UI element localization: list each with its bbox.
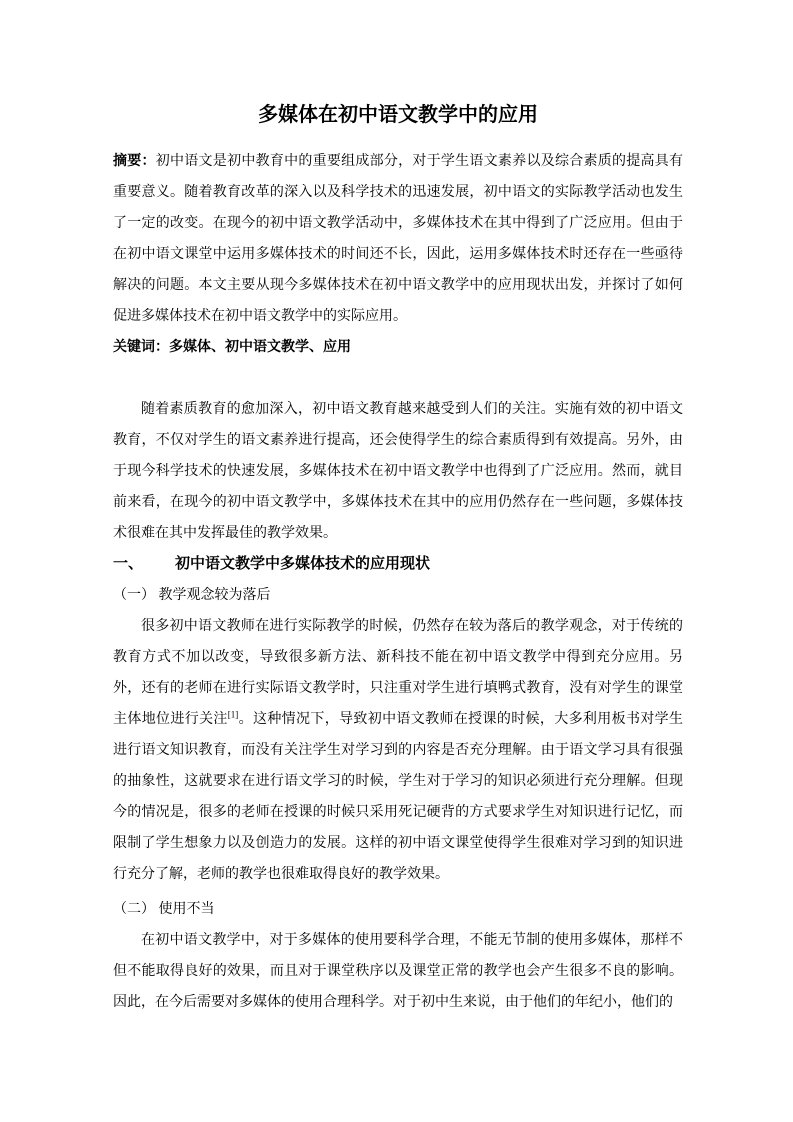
section-1-heading	[113, 549, 683, 580]
keywords-label: 关键词：	[113, 340, 169, 355]
abstract-paragraph	[113, 146, 683, 332]
paragraph-text-before-ref: 很多初中语文教师在进行实际教学的时候，仍然存在较为落后的教学观念，对于传统的教育方式不加以改变，导致很多新方法、新科技不能在初中语文教学中得到充分应用。另外，还有的老师在进行实际语文教学时，只注重对学生进行填鸭式教育，没有对学生的课堂主体地位进行关注	[113, 619, 683, 727]
paragraph-text-after-ref: 。这种情况下，导致初中语文教师在授课的时候，大多利用板书对学生进行语文知识教育，而没有关注学生对学习到的内容是否充分理解。由于语文学习具有很强的抽象性，这就要求在进行语文学习的时候，学生对于学习的知识必须进行充分理解。但现今的情况是，很多的老师在授课的时候只采用死记硬背的方式要求学生对知识进行记忆，而限制了学生想象力以及创造力的发展。这样的初中语文课堂使得学生很难对学习到的知识进行充分了解，老师的教学也很难取得良好的教学效果。	[113, 712, 684, 882]
subsection-1-2-paragraph: 在初中语文教学中，对于多媒体的使用要科学合理，不能无节制的使用多媒体，那样不但不能取得良好的效果，而且对于课堂秩序以及课堂正常的教学也会产生很多不良的影响。因此，在今后需要对多媒体的使用合理科学。对于初中生来说，由于他们的年纪小，他们的	[113, 933, 683, 1010]
subsection-1-2-heading: （二） 使用不当	[113, 902, 215, 917]
abstract-text: 初中语文是初中教育中的重要组成部分，对于学生语文素养以及综合素质的提高具有重要意义。随着教育改革的深入以及科学技术的迅速发展，初中语文的实际教学活动也发生了一定的改变。在现今的初中语文教学活动中，多媒体技术在其中得到了广泛应用。但由于在初中语文课堂中运用多媒体技术的时间还不长，因此，运用多媒体技术时还存在一些亟待解决的问题。本文主要从现今多媒体技术在初中语文教学中的应用现状出发，并探讨了如何促进多媒体技术在初中语文教学中的实际应用。	[113, 154, 684, 324]
subsection-1-1-heading: （一） 教学观念较为落后	[113, 588, 271, 603]
page-title: 多媒体在初中语文教学中的应用	[258, 104, 538, 126]
keywords-line	[113, 332, 683, 363]
section-1-title: 初中语文教学中多媒体技术的应用现状	[175, 556, 431, 572]
document-content	[113, 100, 683, 1018]
abstract-label: 摘要：	[113, 154, 156, 169]
footnote-ref-1: [1]	[227, 709, 239, 720]
intro-paragraph: 随着素质教育的愈加深入，初中语文教育越来越受到人们的关注。实施有效的初中语文教育，不仅对学生的语文素养进行提高，还会使得学生的综合素质得到有效提高。另外，由于现今科学技术的快速发展，多媒体技术在初中语文教学中也得到了广泛应用。然而，就目前来看，在现今的初中语文教学中，多媒体技术在其中的应用仍然存在一些问题，多媒体技术很难在其中发挥最佳的教学效果。	[113, 402, 683, 541]
keywords-text: 多媒体、初中语文教学、应用	[169, 340, 351, 355]
section-1-number: 一、	[113, 556, 144, 572]
subsection-1-1-paragraph	[113, 611, 683, 890]
